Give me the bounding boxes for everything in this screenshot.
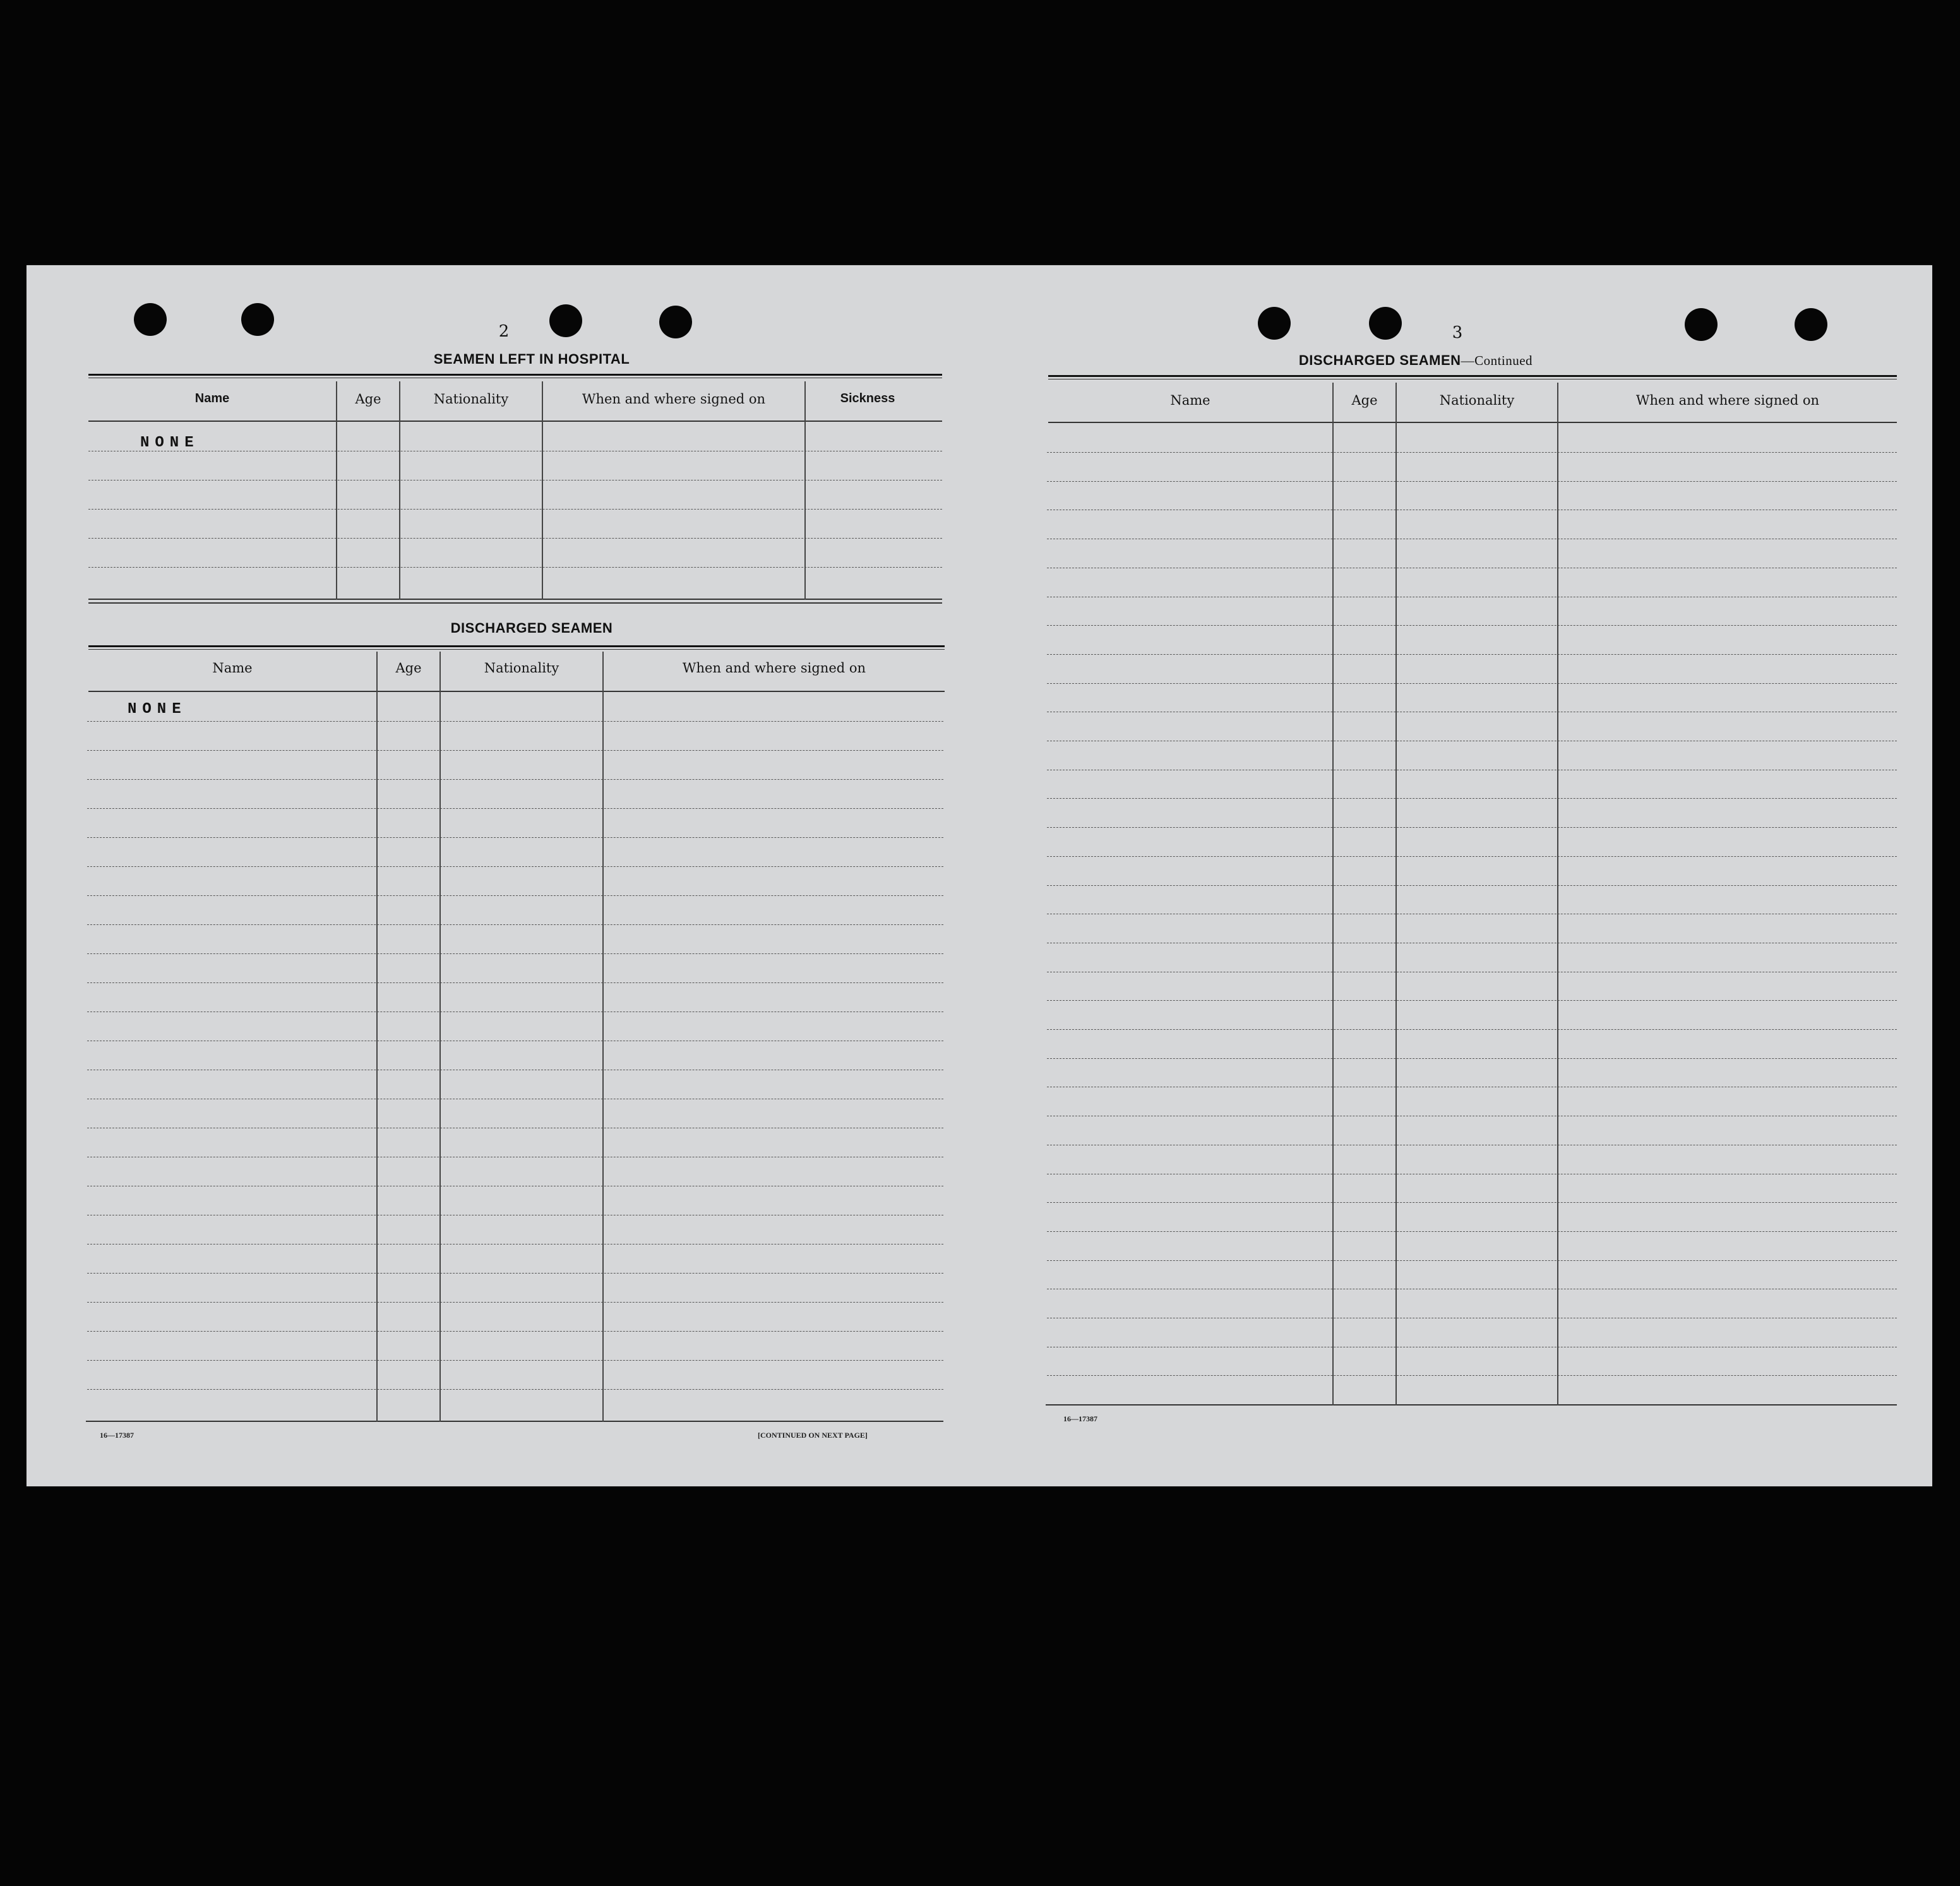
- right-row-rule: [1047, 683, 1897, 684]
- hospital-col-sickness: Sickness: [840, 391, 895, 405]
- hospital-table-bottom-rule: [88, 599, 942, 600]
- right-row-rule: [1047, 654, 1897, 655]
- right-header-rule: [1048, 422, 1897, 423]
- right-row-rule: [1047, 481, 1897, 482]
- hospital-col-divider: [804, 381, 806, 600]
- discharged-row-rule: [87, 982, 943, 983]
- discharged-row-rule: [87, 837, 943, 838]
- discharged-col-divider: [376, 652, 378, 1422]
- discharged-row-rule: [87, 895, 943, 896]
- discharged-row-rule: [87, 924, 943, 925]
- right-row-rule: [1047, 1231, 1897, 1232]
- discharged-row-rule: [87, 779, 943, 780]
- discharged-row-rule: [87, 750, 943, 751]
- hospital-table-top-rule: [88, 374, 942, 378]
- document-sheet: [27, 265, 1932, 1486]
- punch-hole: [1685, 308, 1718, 341]
- right-col-divider: [1395, 383, 1397, 1406]
- discharged-col-name: Name: [212, 660, 253, 676]
- discharged-row-rule: [87, 1302, 943, 1303]
- page-number-right: 3: [1452, 323, 1463, 342]
- discharged-table-top-rule: [88, 645, 945, 650]
- right-row-rule: [1047, 885, 1897, 886]
- punch-hole: [134, 303, 167, 336]
- hospital-row-rule: [88, 509, 942, 510]
- right-row-rule: [1047, 1260, 1897, 1261]
- right-row-rule: [1047, 1058, 1897, 1059]
- discharged-row-rule: [87, 1273, 943, 1274]
- right-col-divider: [1557, 383, 1558, 1406]
- discharged-row-rule: [87, 1331, 943, 1332]
- hospital-row-rule: [88, 538, 942, 539]
- right-row-rule: [1047, 452, 1897, 453]
- hospital-col-name: Name: [194, 391, 230, 405]
- discharged-col-nationality: Nationality: [484, 660, 559, 676]
- discharged-col-signed-on: When and where signed on: [682, 660, 866, 676]
- form-number-right: 16—17387: [1063, 1414, 1097, 1423]
- discharged-row-rule: [87, 953, 943, 954]
- right-row-rule: [1047, 798, 1897, 799]
- hospital-col-divider: [399, 381, 400, 600]
- right-col-divider: [1332, 383, 1334, 1406]
- discharged-continued-title: [1163, 352, 1668, 369]
- right-table-bottom-rule: [1046, 1404, 1897, 1406]
- discharged-header-rule: [88, 691, 945, 692]
- punch-hole: [241, 303, 274, 336]
- right-table-top-rule: [1048, 375, 1897, 379]
- right-col-name: Name: [1170, 393, 1210, 408]
- right-row-rule: [1047, 856, 1897, 857]
- discharged-row-rule: [87, 1389, 943, 1390]
- punch-hole: [549, 304, 582, 337]
- discharged-entry-none: NONE: [128, 701, 187, 718]
- hospital-entry-none: NONE: [140, 434, 200, 451]
- discharged-continued-title-main: DISCHARGED SEAMEN: [1298, 352, 1461, 368]
- hospital-col-divider: [542, 381, 543, 600]
- punch-hole: [1795, 308, 1827, 341]
- right-row-rule: [1047, 1375, 1897, 1376]
- discharged-row-rule: [87, 866, 943, 867]
- form-number-left: 16—17387: [100, 1431, 134, 1440]
- right-row-rule: [1047, 1202, 1897, 1203]
- discharged-col-age: Age: [395, 660, 422, 676]
- discharged-col-divider: [602, 652, 604, 1422]
- hospital-section-title: SEAMEN LEFT IN HOSPITAL: [433, 351, 630, 367]
- right-row-rule: [1047, 625, 1897, 626]
- hospital-row-rule: [88, 567, 942, 568]
- discharged-continued-title-suffix: —Continued: [1461, 353, 1533, 368]
- discharged-col-divider: [439, 652, 441, 1422]
- right-col-age: Age: [1351, 393, 1378, 408]
- hospital-col-nationality: Nationality: [433, 391, 509, 407]
- punch-hole: [1258, 307, 1291, 340]
- discharged-table-bottom-rule: [86, 1421, 943, 1422]
- right-row-rule: [1047, 1000, 1897, 1001]
- hospital-col-signed-on: When and where signed on: [582, 391, 766, 407]
- punch-hole: [1369, 307, 1402, 340]
- right-col-nationality: Nationality: [1439, 393, 1515, 408]
- hospital-table-bottom-rule: [88, 602, 942, 604]
- right-row-rule: [1047, 1029, 1897, 1030]
- discharged-section-title: DISCHARGED SEAMEN: [450, 620, 613, 636]
- discharged-row-rule: [87, 808, 943, 809]
- right-row-rule: [1047, 827, 1897, 828]
- discharged-row-rule: [87, 1360, 943, 1361]
- page-number-left: 2: [498, 322, 510, 341]
- right-col-signed-on: When and where signed on: [1635, 393, 1820, 408]
- punch-hole: [659, 306, 692, 338]
- hospital-col-divider: [336, 381, 337, 600]
- hospital-header-rule: [88, 421, 942, 422]
- continued-note: [CONTINUED ON NEXT PAGE]: [758, 1431, 868, 1440]
- hospital-col-age: Age: [355, 391, 381, 407]
- discharged-row-rule: [87, 721, 943, 722]
